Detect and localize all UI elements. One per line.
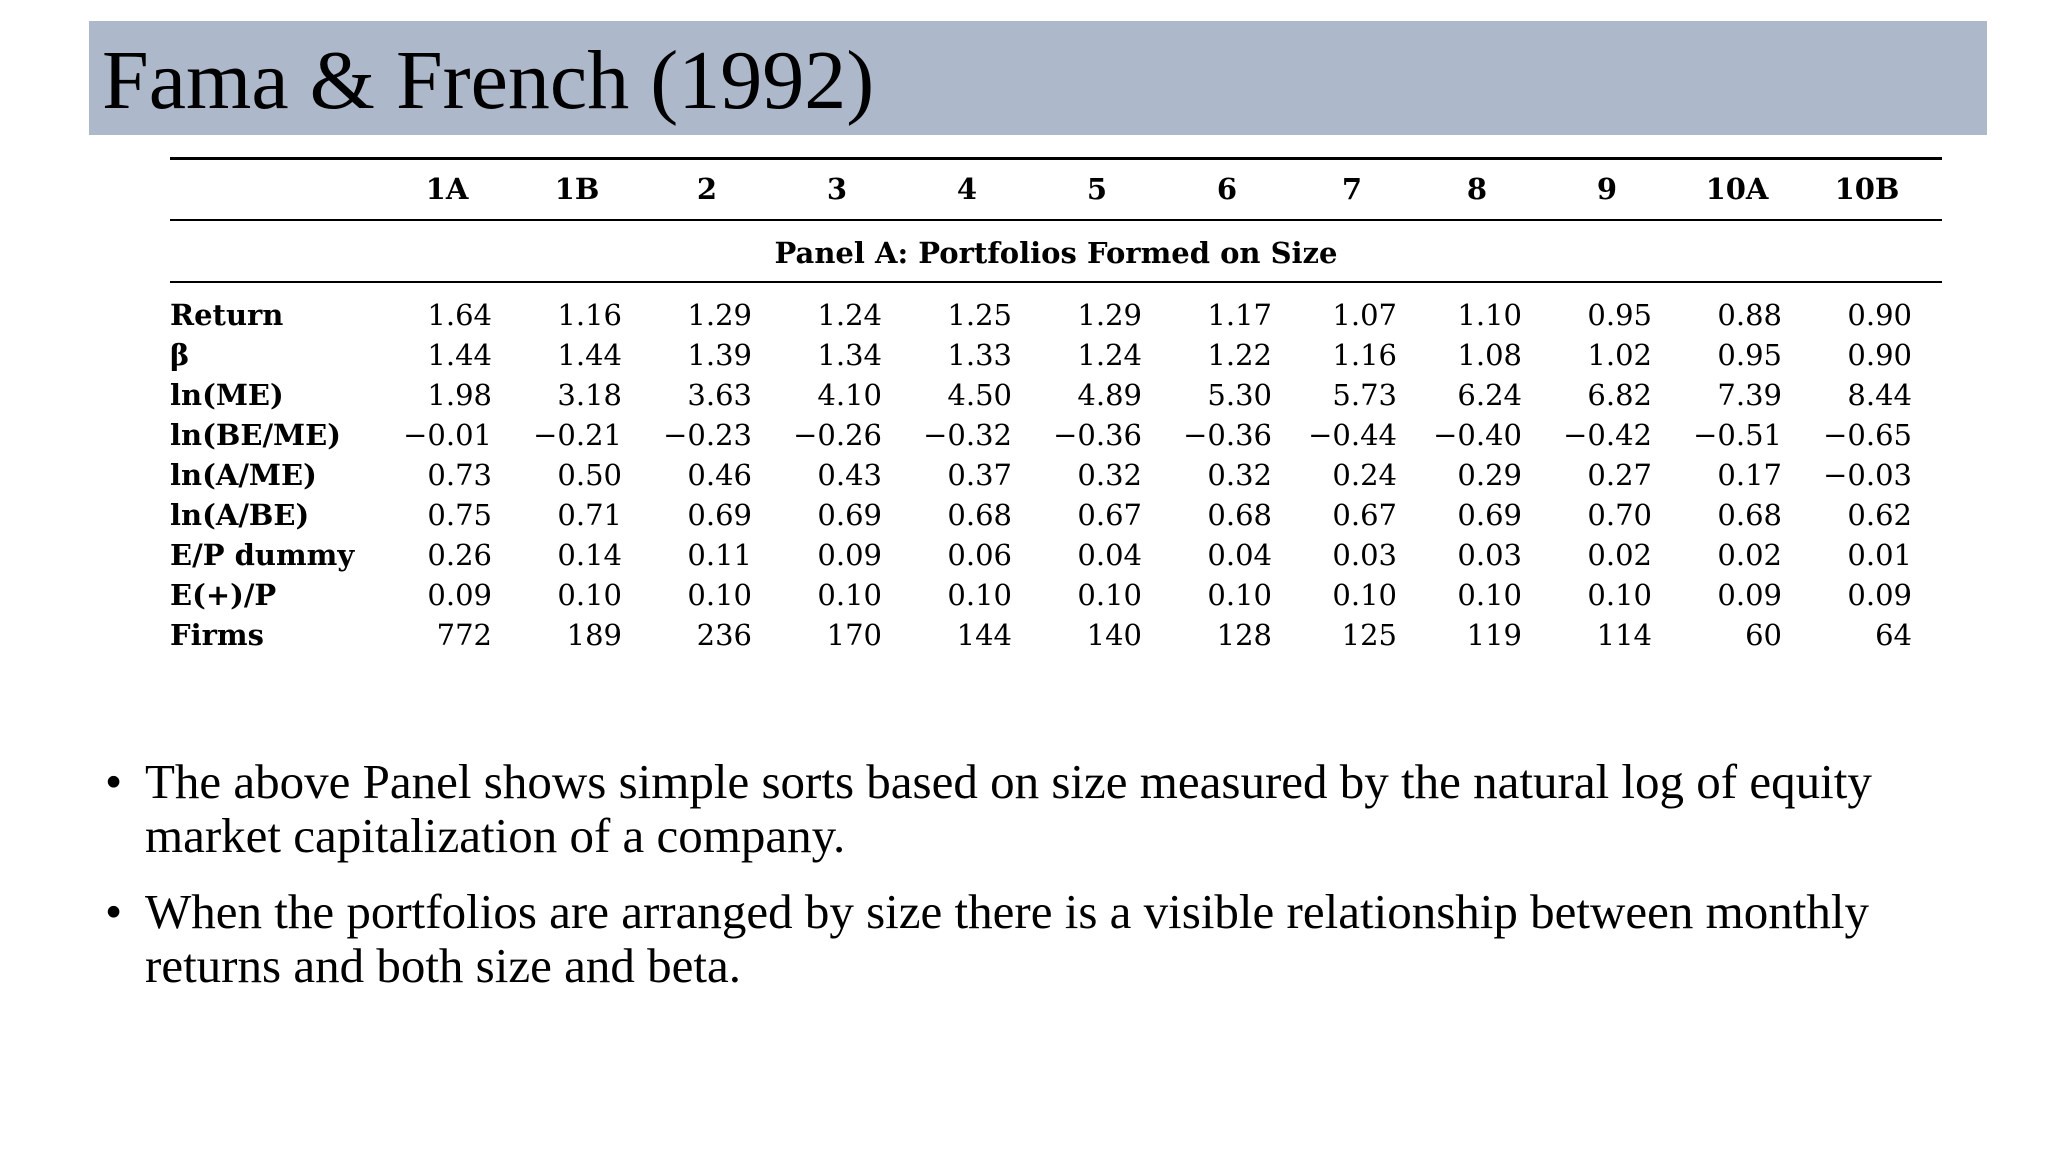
title-bar (89, 21, 1987, 135)
table-cell: 0.04 (1207, 538, 1272, 572)
table-cell: 5.30 (1207, 378, 1272, 412)
table-cell: 0.69 (687, 498, 752, 532)
row-label: Firms (170, 618, 264, 652)
table-cell: 5.73 (1332, 378, 1397, 412)
column-header: 1B (554, 172, 600, 206)
table-cell: 1.24 (1077, 338, 1142, 372)
slide-title: Fama & French (1992) (102, 34, 875, 127)
table-top-rule (170, 157, 1942, 160)
table-cell: 1.08 (1457, 338, 1522, 372)
table-row (170, 495, 1942, 535)
table-cell: 0.75 (427, 498, 492, 532)
table-cell: 119 (1466, 618, 1522, 652)
table-cell: 0.10 (1077, 578, 1142, 612)
table-cell: 0.10 (557, 578, 622, 612)
table-cell: 0.46 (687, 458, 752, 492)
table-cell: 0.29 (1457, 458, 1522, 492)
table-cell: 0.71 (557, 498, 622, 532)
table-cell: 1.16 (1332, 338, 1397, 372)
table-cell: 0.43 (817, 458, 882, 492)
table-row (170, 415, 1942, 455)
table-cell: 0.10 (1207, 578, 1272, 612)
table-cell: 0.02 (1587, 538, 1652, 572)
table-cell: 6.24 (1457, 378, 1522, 412)
table-cell: 0.09 (1847, 578, 1912, 612)
table-header-row (170, 169, 1942, 209)
table-cell: 772 (436, 618, 492, 652)
table-cell: 125 (1341, 618, 1397, 652)
table-cell: 0.11 (687, 538, 752, 572)
table-cell: 236 (696, 618, 752, 652)
table-cell: −0.40 (1433, 418, 1522, 452)
table-cell: 1.34 (817, 338, 882, 372)
row-label: ln(A/ME) (170, 458, 317, 492)
table-cell: 0.88 (1717, 298, 1782, 332)
table-row (170, 615, 1942, 655)
bullet-text: The above Panel shows simple sorts based on size measured by the natural log of equity market capitalization of a company. (145, 754, 1872, 863)
row-label: β (170, 338, 190, 372)
table-cell: 1.44 (427, 338, 492, 372)
table-cell: 0.09 (817, 538, 882, 572)
table-cell: 114 (1596, 618, 1652, 652)
column-header: 10B (1834, 172, 1900, 206)
table-cell: 0.02 (1717, 538, 1782, 572)
table-row (170, 375, 1942, 415)
table-row (170, 455, 1942, 495)
table-cell: 0.32 (1207, 458, 1272, 492)
table-cell: 144 (956, 618, 1012, 652)
table-cell: 0.69 (1457, 498, 1522, 532)
table-cell: 0.10 (947, 578, 1012, 612)
table-cell: 0.95 (1717, 338, 1782, 372)
table-cell: 3.18 (557, 378, 622, 412)
table-cell: 0.68 (1717, 498, 1782, 532)
bullet-item (105, 885, 1985, 993)
table-cell: 1.24 (817, 298, 882, 332)
table-row (170, 575, 1942, 615)
table-cell: 6.82 (1587, 378, 1652, 412)
table-row (170, 535, 1942, 575)
table-cell: 0.73 (427, 458, 492, 492)
table-cell: 0.37 (947, 458, 1012, 492)
table-cell: 0.95 (1587, 298, 1652, 332)
table-cell: 0.62 (1847, 498, 1912, 532)
table-cell: 1.10 (1457, 298, 1522, 332)
table-cell: 1.17 (1207, 298, 1272, 332)
table-cell: −0.51 (1693, 418, 1782, 452)
column-header: 7 (1341, 172, 1363, 206)
table-cell: 0.03 (1332, 538, 1397, 572)
table-cell: 7.39 (1717, 378, 1782, 412)
table-cell: −0.42 (1563, 418, 1652, 452)
bullet-list (105, 755, 1985, 1015)
table-cell: 0.67 (1332, 498, 1397, 532)
table-cell: 0.27 (1587, 458, 1652, 492)
column-header: 3 (826, 172, 848, 206)
table-cell: −0.01 (403, 418, 492, 452)
table-cell: 1.98 (427, 378, 492, 412)
table-cell: 8.44 (1847, 378, 1912, 412)
header-rule (170, 219, 1942, 221)
table-cell: 0.50 (557, 458, 622, 492)
table-cell: 170 (826, 618, 882, 652)
table-cell: −0.03 (1823, 458, 1912, 492)
table-cell: 0.68 (1207, 498, 1272, 532)
column-header: 5 (1086, 172, 1108, 206)
table-row (170, 295, 1942, 335)
table-cell: 1.44 (557, 338, 622, 372)
row-label: E/P dummy (170, 538, 355, 572)
table-cell: 0.68 (947, 498, 1012, 532)
table-cell: 4.10 (817, 378, 882, 412)
table-cell: −0.36 (1183, 418, 1272, 452)
table-cell: 0.03 (1457, 538, 1522, 572)
bullet-dot-icon: • (105, 884, 123, 939)
row-label: Return (170, 298, 284, 332)
table-cell: 0.10 (1457, 578, 1522, 612)
column-header: 10A (1705, 172, 1769, 206)
table-cell: −0.36 (1053, 418, 1142, 452)
row-label: ln(ME) (170, 378, 284, 412)
table-cell: 0.14 (557, 538, 622, 572)
table-cell: −0.44 (1308, 418, 1397, 452)
table-cell: 0.26 (427, 538, 492, 572)
column-header: 6 (1216, 172, 1238, 206)
table-cell: 4.89 (1077, 378, 1142, 412)
table-cell: 1.64 (427, 298, 492, 332)
table-cell: 0.10 (817, 578, 882, 612)
table-cell: 4.50 (947, 378, 1012, 412)
table-cell: 0.04 (1077, 538, 1142, 572)
table-cell: 1.22 (1207, 338, 1272, 372)
table-cell: −0.65 (1823, 418, 1912, 452)
column-header: 4 (956, 172, 978, 206)
bullet-item (105, 755, 1985, 863)
table-row (170, 335, 1942, 375)
table-cell: 1.25 (947, 298, 1012, 332)
table-cell: 0.69 (817, 498, 882, 532)
table-cell: 60 (1745, 618, 1782, 652)
table-cell: 64 (1875, 618, 1912, 652)
table-cell: 0.90 (1847, 338, 1912, 372)
table-cell: 0.01 (1847, 538, 1912, 572)
table-cell: 1.29 (687, 298, 752, 332)
table-cell: 0.24 (1332, 458, 1397, 492)
table-cell: 0.90 (1847, 298, 1912, 332)
row-label: ln(BE/ME) (170, 418, 341, 452)
table-cell: −0.32 (923, 418, 1012, 452)
table-cell: −0.21 (533, 418, 622, 452)
table-cell: 0.06 (947, 538, 1012, 572)
table-cell: 140 (1086, 618, 1142, 652)
table-cell: −0.23 (663, 418, 752, 452)
table-cell: 0.70 (1587, 498, 1652, 532)
table-cell: 0.10 (1332, 578, 1397, 612)
table-cell: 1.39 (687, 338, 752, 372)
table-cell: 0.67 (1077, 498, 1142, 532)
row-label: E(+)/P (170, 578, 277, 612)
table-cell: 1.33 (947, 338, 1012, 372)
table-cell: 1.29 (1077, 298, 1142, 332)
table-cell: 0.09 (1717, 578, 1782, 612)
panel-caption: Panel A: Portfolios Formed on Size (774, 236, 1338, 270)
table-cell: 189 (566, 618, 622, 652)
column-header: 9 (1596, 172, 1618, 206)
table-cell: 0.10 (1587, 578, 1652, 612)
row-label: ln(A/BE) (170, 498, 310, 532)
table-cell: 1.16 (557, 298, 622, 332)
table-cell: 0.10 (687, 578, 752, 612)
table-cell: 0.09 (427, 578, 492, 612)
column-header: 8 (1466, 172, 1488, 206)
column-header: 1A (425, 172, 469, 206)
table-cell: 0.32 (1077, 458, 1142, 492)
panel-rule (170, 281, 1942, 283)
table-cell: 1.02 (1587, 338, 1652, 372)
bullet-dot-icon: • (105, 754, 123, 809)
table-cell: 128 (1216, 618, 1272, 652)
bullet-text: When the portfolios are arranged by size there is a visible relationship between monthly returns and both size and beta. (145, 884, 1869, 993)
table-cell: −0.26 (793, 418, 882, 452)
table-cell: 1.07 (1332, 298, 1397, 332)
table-cell: 0.17 (1717, 458, 1782, 492)
table-cell: 3.63 (687, 378, 752, 412)
column-header: 2 (696, 172, 718, 206)
